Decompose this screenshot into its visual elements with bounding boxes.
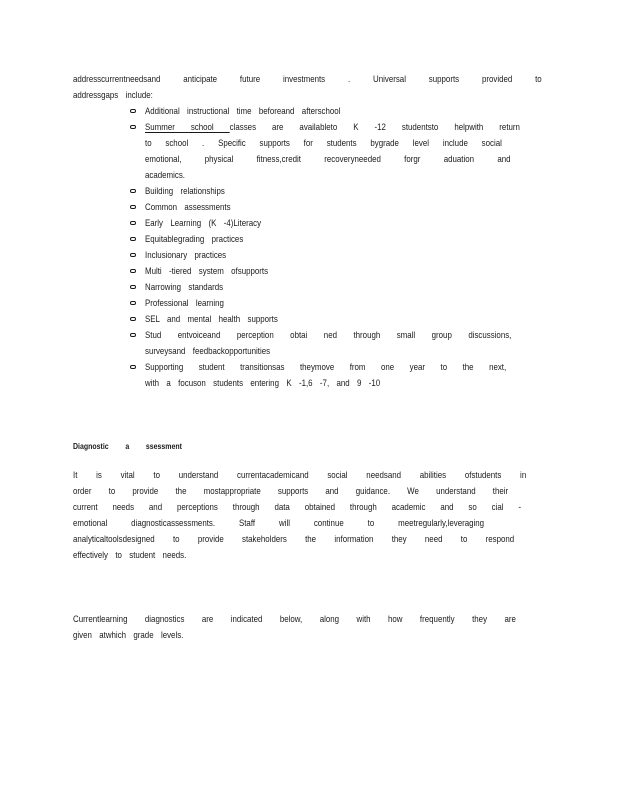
- bullet-marker: [130, 285, 136, 289]
- bullet-marker: [130, 189, 136, 193]
- bullet-item: Early Learning (K -4)Literacy: [145, 218, 262, 228]
- bullet-item-continuation: with a focuson students entering K -1,6 -7, and 9 -10: [145, 378, 381, 388]
- paragraph-line: Currentlearning diagnostics are indicated below, along with how frequently they are: [73, 614, 516, 624]
- intro-line-2: addressgaps include:: [73, 90, 153, 100]
- bullet-item: Narrowing standards: [145, 282, 224, 292]
- bullet-item: Common assessments: [145, 202, 231, 212]
- bullet-item-continuation: academics.: [145, 170, 185, 180]
- bullet-marker: [130, 333, 136, 337]
- paragraph-line: given atwhich grade levels.: [73, 630, 184, 640]
- bullet-marker: [130, 125, 136, 129]
- bullet-item: Professional learning: [145, 298, 224, 308]
- bullet-marker: [130, 109, 136, 113]
- bullet-item: Building relationships: [145, 186, 225, 196]
- paragraph-line: It is vital to understand currentacademicand social needsand abilities ofstudents in: [73, 470, 527, 480]
- bullet-item-continuation: emotional, physical fitness,credit recoveryneeded forgr aduation and: [145, 154, 511, 164]
- bullet-marker: [130, 301, 136, 305]
- bullet-item: Inclusionary practices: [145, 250, 227, 260]
- bullet-item: Equitablegrading practices: [145, 234, 244, 244]
- bullet-marker: [130, 317, 136, 321]
- bullet-item-continuation: to school . Specific supports for students bygrade level include social: [145, 138, 502, 148]
- bullet-marker: [130, 269, 136, 273]
- bullet-marker: [130, 237, 136, 241]
- paragraph-line: effectively to student needs.: [73, 550, 187, 560]
- paragraph-line: analyticaltoolsdesigned to provide stakeholders the information they need to respond: [73, 534, 515, 544]
- bullet-item: Summer school classes are availableto K -12 studentsto helpwith return: [145, 122, 520, 132]
- bullet-item: Supporting student transitionsas theymove from one year to the next,: [145, 362, 507, 372]
- paragraph-line: emotional diagnosticassessments. Staff will continue to meetregularly,leveraging: [73, 518, 485, 528]
- bullet-marker: [130, 253, 136, 257]
- section-heading: Diagnostic a ssessment: [73, 441, 182, 451]
- bullet-marker: [130, 365, 136, 369]
- paragraph-line: order to provide the mostappropriate supports and guidance. We understand their: [73, 486, 509, 496]
- bullet-marker: [130, 221, 136, 225]
- intro-line-1: addresscurrentneedsand anticipate future investments . Universal supports provided to: [73, 74, 542, 84]
- bullet-item: Additional instructional time beforeand afterschool: [145, 106, 341, 116]
- summer-school-link-text: Summer school: [145, 122, 230, 132]
- bullet-item-continuation: surveysand feedbackopportunities: [145, 346, 271, 356]
- paragraph-line: current needs and perceptions through data obtained through academic and so cial -: [73, 502, 522, 512]
- bullet-item: Stud entvoiceand perception obtai ned through small group discussions,: [145, 330, 512, 340]
- bullet-item: Multi -tiered system ofsupports: [145, 266, 269, 276]
- bullet-item: SEL and mental health supports: [145, 314, 278, 324]
- bullet-marker: [130, 205, 136, 209]
